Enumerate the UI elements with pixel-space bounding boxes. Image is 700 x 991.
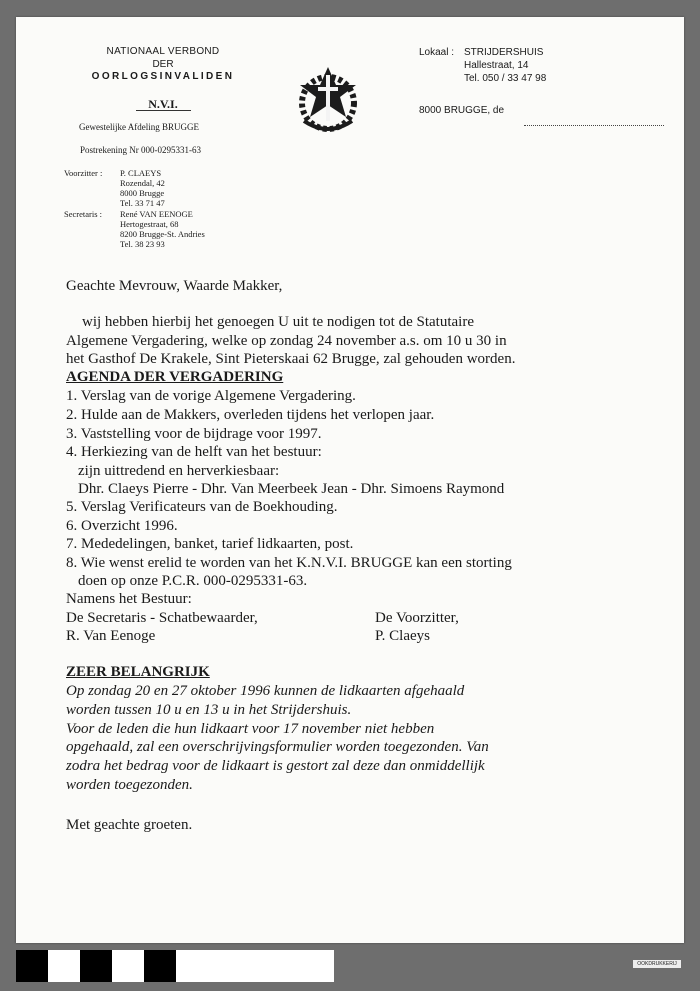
on-behalf: Namens het Bestuur: <box>66 591 192 607</box>
color-bar-black <box>144 950 176 982</box>
place-date: 8000 BRUGGE, de <box>419 105 505 116</box>
important-line: Voor de leden die hun lidkaart voor 17 november niet hebben <box>66 721 435 737</box>
agenda-item: 8. Wie wenst erelid te worden van het K.N.V.I. BRUGGE kan een storting <box>66 555 512 571</box>
signatory-left-role: De Secretaris - Schatbewaarder, <box>66 610 258 626</box>
intro-line-3: het Gasthof De Krakele, Sint Pieterskaai 62 Brugge, zal gehouden worden. <box>66 351 516 367</box>
letter-page <box>16 17 684 943</box>
important-line: worden tussen 10 u en 13 u in het Strijdershuis. <box>66 702 352 718</box>
agenda-item: 5. Verslag Verificateurs van de Boekhouding. <box>66 499 338 515</box>
intro-line-1: wij hebben hierbij het genoegen U uit te nodigen tot de Statutaire <box>82 314 474 330</box>
account-line: Postrekening Nr 000-0295331-63 <box>80 145 201 155</box>
important-line: Op zondag 20 en 27 oktober 1996 kunnen de lidkaarten afgehaald <box>66 683 465 699</box>
agenda-subitem: zijn uittredend en herverkiesbaar: <box>78 463 280 479</box>
secretary-phone: Tel. 38 23 93 <box>120 239 165 249</box>
signatory-right-role: De Voorzitter, <box>375 610 459 626</box>
agenda-item: 3. Vaststelling voor de bijdrage voor 1997. <box>66 426 322 442</box>
chair-address: Rozendal, 42 <box>120 178 165 188</box>
org-name-line2: DER <box>152 59 174 70</box>
important-line: opgehaald, zal een overschrijvingsformulier worden toegezonden. Van <box>66 739 489 755</box>
venue-street: Hallestraat, 14 <box>464 60 529 71</box>
agenda-item: 4. Herkiezing van de helft van het bestuur: <box>66 444 322 460</box>
department-line: Gewestelijke Afdeling BRUGGE <box>79 122 199 132</box>
color-bar-white <box>176 950 334 982</box>
secretary-city: 8200 Brugge-St. Andries <box>120 229 205 239</box>
chair-name: P. CLAEYS <box>120 168 162 178</box>
important-title: ZEER BELANGRIJK <box>66 664 210 680</box>
agenda-item: 2. Hulde aan de Makkers, overleden tijdens het verlopen jaar. <box>66 407 435 423</box>
closing: Met geachte groeten. <box>66 817 193 833</box>
emblem-icon <box>290 61 366 141</box>
agenda-candidates: Dhr. Claeys Pierre - Dhr. Van Meerbeek Jean - Dhr. Simoens Raymond <box>78 481 505 497</box>
agenda-item: 1. Verslag van de vorige Algemene Vergadering. <box>66 388 356 404</box>
header-divider <box>136 110 191 111</box>
secretary-address: Hertogestraat, 68 <box>120 219 179 229</box>
archive-stamp: OOKDRUKKERIJ <box>633 960 681 968</box>
org-name-line1: NATIONAAL VERBOND <box>106 46 220 57</box>
secretary-name: René VAN EENOGE <box>120 209 193 219</box>
signatory-right-name: P. Claeys <box>375 628 431 644</box>
chair-phone: Tel. 33 71 47 <box>120 198 165 208</box>
important-line: worden toegezonden. <box>66 777 193 793</box>
agenda-item-continued: doen op onze P.C.R. 000-0295331-63. <box>78 573 308 589</box>
secretary-label: Secretaris : <box>64 209 102 219</box>
signatory-left-name: R. Van Eenoge <box>66 628 156 644</box>
color-bar-black <box>16 950 48 982</box>
intro-line-2: Algemene Vergadering, welke op zondag 24 november a.s. om 10 u 30 in <box>66 333 507 349</box>
venue-name: STRIJDERSHUIS <box>464 47 544 58</box>
agenda-title: AGENDA DER VERGADERING <box>66 369 284 385</box>
color-bar-white <box>48 950 80 982</box>
venue-phone: Tel. 050 / 33 47 98 <box>464 73 547 84</box>
color-bar-white <box>112 950 144 982</box>
date-line <box>524 125 664 126</box>
org-name-line3: OORLOGSINVALIDEN <box>91 71 235 82</box>
important-line: zodra het bedrag voor de lidkaart is gestort zal deze dan onmiddellijk <box>66 758 485 774</box>
chair-label: Voorzitter : <box>64 168 103 178</box>
venue-label: Lokaal : <box>419 47 455 58</box>
org-abbreviation: N.V.I. <box>148 97 178 111</box>
agenda-item: 7. Mededelingen, banket, tarief lidkaarten, post. <box>66 536 354 552</box>
agenda-item: 6. Overzicht 1996. <box>66 518 178 534</box>
salutation: Geachte Mevrouw, Waarde Makker, <box>66 278 283 294</box>
chair-city: 8000 Brugge <box>120 188 165 198</box>
color-bar-black <box>80 950 112 982</box>
